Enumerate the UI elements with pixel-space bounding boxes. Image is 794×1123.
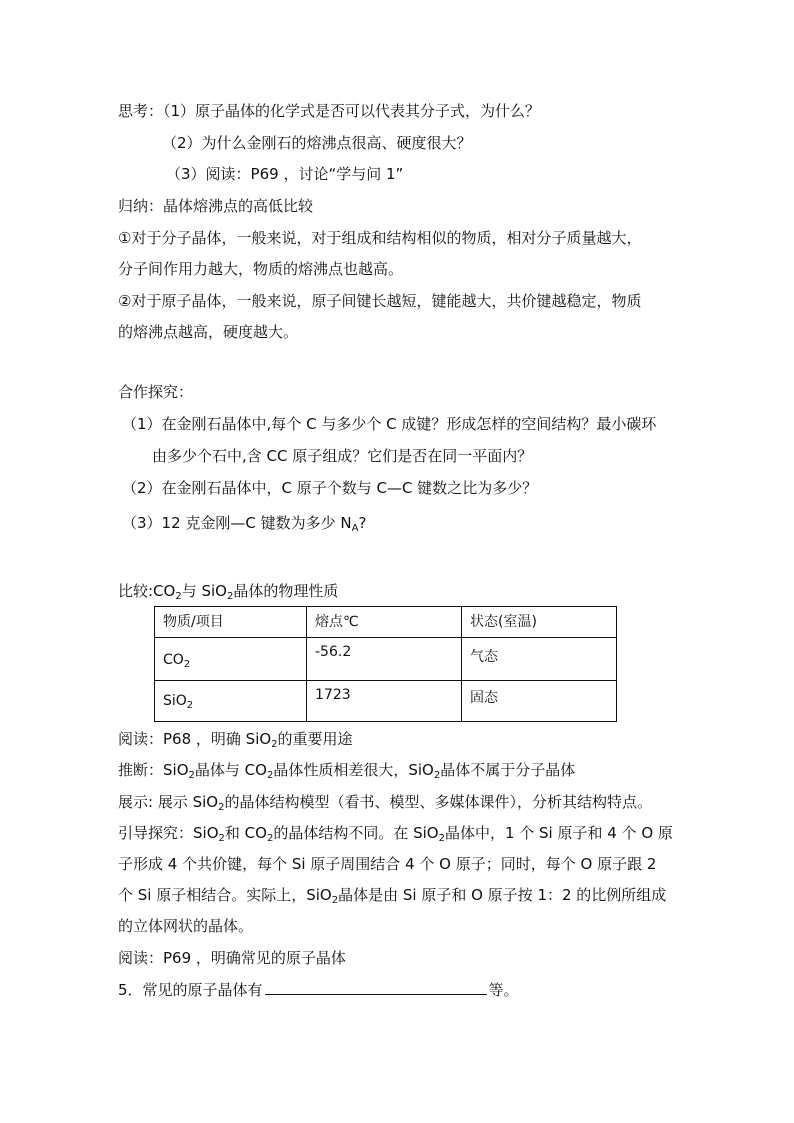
- think-question-1: 思考：（1）原子晶体的化学式是否可以代表其分子式，为什么？: [118, 102, 541, 120]
- melting-point-value: 1723: [315, 687, 351, 703]
- question-5-text: 5．常见的原子晶体有: [118, 981, 263, 999]
- question-5: [118, 980, 519, 1000]
- summary-point-2-line-1: ②对于原子晶体，一般来说，原子间键长越短，键能越大，共价键越稳定，物质: [118, 292, 642, 310]
- summary-title: 归纳：晶体熔沸点的高低比较: [118, 197, 314, 215]
- compare-text-3: 晶体的物理性质: [233, 582, 339, 600]
- summary-point-1-line-1: ①对于分子晶体，一般来说，对于组成和结构相似的物质，相对分子质量越大，: [118, 229, 642, 247]
- explore-question-3-text: （3）12 克金刚—C 键数为多少 N: [122, 514, 352, 532]
- reading-2: 阅读：P69 ，明确常见的原子晶体: [118, 949, 346, 967]
- reading-1-end: 的重要用途: [277, 730, 353, 748]
- summary-point-2-line-2: 的熔沸点越高，硬度越大。: [118, 323, 299, 341]
- guide-subscript-2: 2: [266, 833, 274, 844]
- show-line: [118, 792, 652, 815]
- answer-blank[interactable]: [265, 980, 487, 995]
- explore-question-3-end: ?: [358, 514, 367, 532]
- inference-text-2: 晶体与 CO: [194, 761, 267, 779]
- explore-question-1-line-2: 由多少个石中,含 CC 原子组成？它们是否在同一平面内？: [152, 447, 533, 465]
- table-cell-state: [462, 638, 617, 681]
- explore-question-1-line-1: （1）在金刚石晶体中,每个 C 与多少个 C 成键？形成怎样的空间结构？最小碳环: [122, 415, 657, 433]
- guide-subscript-1: 2: [218, 833, 225, 844]
- explore-title: 合作探究：: [118, 383, 194, 401]
- inference-subscript-2: 2: [266, 770, 274, 781]
- guide-line-1: [118, 823, 673, 846]
- explore-question-3: [122, 513, 366, 536]
- show-text-2: 的晶体结构模型（看书、模型、多媒体课件），分析其结构特点。: [224, 793, 652, 811]
- inference-subscript-3: 2: [433, 770, 441, 781]
- guide-text-4: 晶体中，1 个 Si 原子和 4 个 O 原: [444, 824, 673, 842]
- inference-text-3: 晶体性质相差很大，SiO: [273, 761, 434, 779]
- melting-point-value: -56.2: [315, 644, 352, 660]
- guide-text-6: 晶体是由 Si 原子和 O 原子按 1：2 的比例所组成: [338, 886, 667, 904]
- compare-subscript-2: 2: [226, 591, 234, 602]
- inference-line: [118, 760, 575, 783]
- table-cell-state: [462, 681, 617, 722]
- show-text-1: 展示: 展示 SiO: [118, 793, 219, 811]
- guide-line-2: 子形成 4 个共价键，每个 Si 原子周围结合 4 个 O 原子；同时，每个 O 原子跟 2: [118, 855, 657, 873]
- substance-subscript: 2: [183, 659, 191, 670]
- guide-text-2: 和 CO: [224, 824, 267, 842]
- compare-text-1: 比较:CO: [118, 582, 176, 600]
- substance-subscript: 2: [186, 700, 194, 711]
- guide-line-4: 的立体网状的晶体。: [118, 917, 254, 935]
- table-row: [155, 638, 617, 681]
- guide-subscript-4: 2: [331, 895, 339, 906]
- table-row: [155, 681, 617, 722]
- table-header-row: [155, 607, 617, 638]
- compare-text-2: 与 SiO: [181, 582, 227, 600]
- state-value: 固态: [470, 690, 498, 706]
- inference-text-4: 晶体不属于分子晶体: [440, 761, 576, 779]
- think-question-3: （3）阅读：P69 ，讨论“学与问 1”: [166, 165, 404, 183]
- properties-table: [154, 606, 617, 722]
- explore-question-3-subscript: A: [351, 523, 359, 534]
- reading-1: [118, 729, 353, 752]
- guide-line-3: [118, 885, 666, 908]
- table-cell-melting-point: [307, 638, 462, 681]
- explore-question-2: （2）在金刚石晶体中，C 原子个数与 C—C 键数之比为多少？: [122, 479, 538, 497]
- inference-subscript-1: 2: [188, 770, 195, 781]
- think-question-2: （2）为什么金刚石的熔沸点很高、硬度很大？: [162, 134, 472, 152]
- reading-1-text: 阅读：P68 ，明确 SiO: [118, 730, 272, 748]
- guide-text-1: 引导探究：SiO: [118, 824, 219, 842]
- summary-point-1-line-2: 分子间作用力越大，物质的熔沸点也越高。: [118, 260, 404, 278]
- substance-name: CO: [163, 652, 184, 668]
- table-header-state: 状态(室温): [462, 607, 617, 638]
- reading-1-subscript: 2: [271, 739, 278, 750]
- guide-subscript-3: 2: [438, 833, 445, 844]
- table-header-melting-point: 熔点℃: [307, 607, 462, 638]
- compare-subscript-1: 2: [175, 591, 182, 602]
- state-value: 气态: [470, 649, 498, 665]
- show-subscript: 2: [218, 802, 225, 813]
- table-cell-melting-point: [307, 681, 462, 722]
- table-cell-substance: [155, 681, 307, 722]
- substance-name: SiO: [163, 693, 187, 709]
- table-cell-substance: [155, 638, 307, 681]
- compare-title: [118, 581, 338, 604]
- table-header-substance: 物质/项目: [155, 607, 307, 638]
- guide-text-5: 个 Si 原子相结合。实际上，SiO: [118, 886, 332, 904]
- guide-text-3: 的晶体结构不同。在 SiO: [273, 824, 439, 842]
- question-5-end: 等。: [488, 981, 519, 999]
- inference-text-1: 推断：SiO: [118, 761, 189, 779]
